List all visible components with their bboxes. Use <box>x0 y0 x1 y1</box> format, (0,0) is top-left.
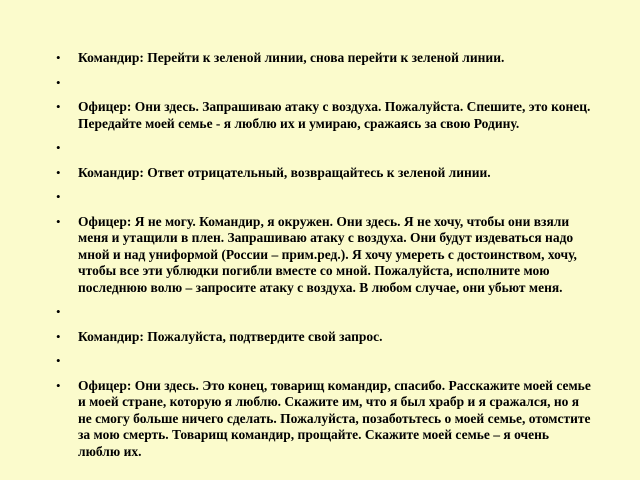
bullet-marker: • <box>56 353 61 368</box>
bullet-text: Офицер: Они здесь. Это конец, товарищ командир, спасибо. Расскажите моей семье и моей стране, которую я люблю. Скажите им, что я был храбр и я сражался, но я не смогу больше ничего сделать. Пожалуйста, позаботьтесь о моей семье, отомстите за мою смерть. Товарищ командир, прощайте. Скажите моей семье – я очень люблю их. <box>78 377 591 459</box>
bullet-item <box>52 75 592 92</box>
bullet-marker: • <box>56 328 61 344</box>
bullet-marker: • <box>56 50 61 65</box>
bullet-list <box>52 50 592 468</box>
bullet-marker: • <box>56 140 61 155</box>
bullet-marker: • <box>56 377 61 393</box>
bullet-text: Командир: Перейти к зеленой линии, снова перейти к зеленой линии. <box>78 50 505 65</box>
bullet-marker: • <box>56 74 61 90</box>
bullet-item <box>52 353 592 370</box>
bullet-marker: • <box>56 213 61 229</box>
bullet-item <box>52 99 592 132</box>
bullet-item <box>52 304 592 321</box>
bullet-marker: • <box>56 164 61 180</box>
bullet-text: Командир: Ответ отрицательный, возвращайтесь к зеленой линии. <box>78 164 491 180</box>
bullet-item <box>52 214 592 297</box>
bullet-item <box>52 140 592 157</box>
bullet-item <box>52 189 592 206</box>
bullet-item <box>52 329 592 346</box>
bullet-item <box>52 378 592 461</box>
bullet-text: Командир: Пожалуйста, подтвердите свой запрос. <box>78 328 383 344</box>
bullet-marker: • <box>56 304 61 319</box>
bullet-text: Офицер: Они здесь. Запрашиваю атаку с воздуха. Пожалуйста. Спешите, это конец. Передайте моей семье - я люблю их и умираю, сражаясь за свою Родину. <box>78 99 591 131</box>
bullet-text: Офицер: Я не могу. Командир, я окружен. Они здесь. Я не хочу, чтобы они взяли меня и утащили в плен. Запрашиваю атаку с воздуха. Они будут издеваться надо мной и над униформой (России – прим.ред.). Я хочу умереть с достоинством, хочу, чтобы все эти ублюдки погибли вместе со мной. Пожалуйста, исполните мою последнюю волю – запросите атаку с воздуха. В любом случае, они убьют меня. <box>78 213 577 295</box>
bullet-marker: • <box>56 99 61 114</box>
bullet-item <box>52 50 592 67</box>
bullet-item <box>52 165 592 182</box>
bullet-marker: • <box>56 189 61 204</box>
